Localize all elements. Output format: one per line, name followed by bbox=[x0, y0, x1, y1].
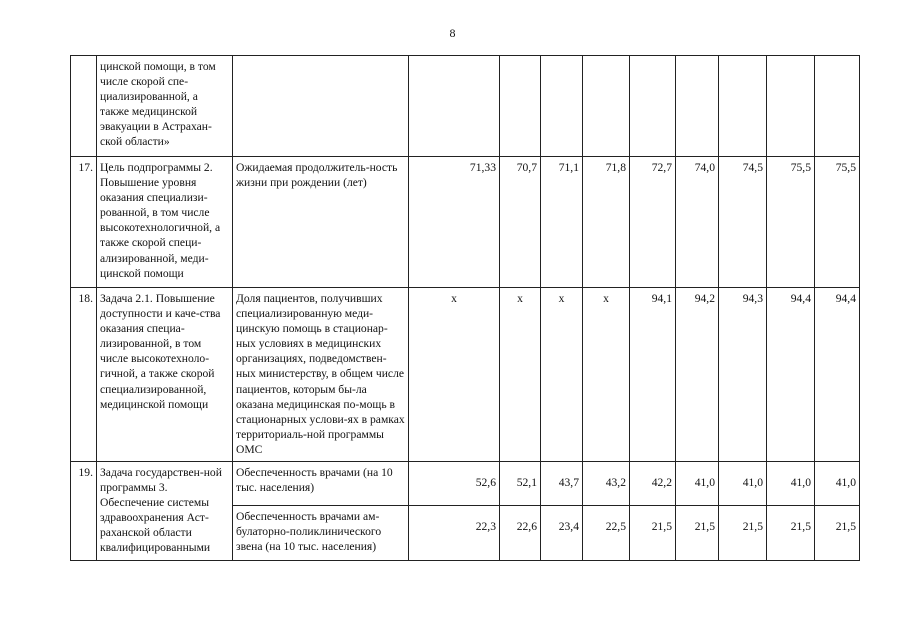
value-cell: 22,3 bbox=[409, 506, 500, 561]
value-cell: 41,0 bbox=[676, 462, 719, 506]
indicator-cell: Доля пациентов, получивших специализированную меди-цинскую помощь в стационар-ных условиях в медицинских организациях, подведомствен-ных министерству, в общем числе пациентов, которым бы-ла оказана медицинская по-мощь в стационарных услови-ях в рамках территориаль-ной программы ОМС bbox=[233, 288, 409, 462]
indicator-cell: Обеспеченность врачами (на 10 тыс. населения) bbox=[233, 462, 409, 506]
row-number: 18. bbox=[71, 288, 97, 462]
value-cell: x bbox=[409, 288, 500, 462]
value-cell: 52,6 bbox=[409, 462, 500, 506]
value-cell: x bbox=[541, 288, 583, 462]
value-cell: 94,4 bbox=[815, 288, 860, 462]
table-row bbox=[71, 157, 860, 288]
value-cell: 22,6 bbox=[500, 506, 541, 561]
value-cell: 43,7 bbox=[541, 462, 583, 506]
value-cell: x bbox=[500, 288, 541, 462]
value-cell: 70,7 bbox=[500, 157, 541, 288]
value-cell: 23,4 bbox=[541, 506, 583, 561]
indicators-table bbox=[70, 55, 860, 561]
value-cell: 43,2 bbox=[583, 462, 630, 506]
value-cell bbox=[676, 56, 719, 157]
value-cell: 41,0 bbox=[767, 462, 815, 506]
table-row bbox=[71, 56, 860, 157]
value-cell bbox=[815, 56, 860, 157]
indicator-cell: Ожидаемая продолжитель-ность жизни при рождении (лет) bbox=[233, 157, 409, 288]
value-cell bbox=[719, 56, 767, 157]
value-cell: 74,0 bbox=[676, 157, 719, 288]
value-cell bbox=[630, 56, 676, 157]
goal-cell: Цель подпрограммы 2. Повышение уровня оказания специализи-рованной, в том числе высокотехнологичной, а также скорой специ-ализированной, меди-цинской помощи bbox=[97, 157, 233, 288]
value-cell: 75,5 bbox=[815, 157, 860, 288]
value-cell: 52,1 bbox=[500, 462, 541, 506]
page-number: 8 bbox=[449, 26, 456, 40]
value-cell: 74,5 bbox=[719, 157, 767, 288]
value-cell bbox=[767, 56, 815, 157]
value-cell bbox=[583, 56, 630, 157]
value-cell: 94,1 bbox=[630, 288, 676, 462]
table-row bbox=[71, 462, 860, 506]
value-cell: 71,33 bbox=[409, 157, 500, 288]
value-cell: 71,1 bbox=[541, 157, 583, 288]
value-cell: 22,5 bbox=[583, 506, 630, 561]
value-cell: 21,5 bbox=[767, 506, 815, 561]
value-cell: 72,7 bbox=[630, 157, 676, 288]
value-cell: 42,2 bbox=[630, 462, 676, 506]
value-cell: 94,4 bbox=[767, 288, 815, 462]
indicator-cell bbox=[233, 56, 409, 157]
value-cell: 41,0 bbox=[815, 462, 860, 506]
value-cell: 94,3 bbox=[719, 288, 767, 462]
row-number: 19. bbox=[71, 462, 97, 561]
value-cell: x bbox=[583, 288, 630, 462]
row-number bbox=[71, 56, 97, 157]
value-cell: 71,8 bbox=[583, 157, 630, 288]
value-cell: 21,5 bbox=[815, 506, 860, 561]
value-cell: 75,5 bbox=[767, 157, 815, 288]
row-number: 17. bbox=[71, 157, 97, 288]
value-cell: 21,5 bbox=[630, 506, 676, 561]
value-cell bbox=[500, 56, 541, 157]
value-cell bbox=[541, 56, 583, 157]
goal-cell: Задача 2.1. Повышение доступности и каче-ства оказания специа-лизированной, в том числе высокотехноло-гичной, а также скорой специализированной, медицинской помощи bbox=[97, 288, 233, 462]
indicator-cell: Обеспеченность врачами ам-булаторно-поликлинического звена (на 10 тыс. населения) bbox=[233, 506, 409, 561]
value-cell: 21,5 bbox=[719, 506, 767, 561]
value-cell: 94,2 bbox=[676, 288, 719, 462]
goal-cell: Задача государствен-ной программы 3. Обеспечение системы здравоохранения Аст-раханской области квалифицированными bbox=[97, 462, 233, 561]
goal-cell: цинской помощи, в том числе скорой спе-циализированной, а также медицинской эвакуации в Астрахан-ской области» bbox=[97, 56, 233, 157]
table-row bbox=[71, 288, 860, 462]
value-cell: 21,5 bbox=[676, 506, 719, 561]
value-cell: 41,0 bbox=[719, 462, 767, 506]
value-cell bbox=[409, 56, 500, 157]
